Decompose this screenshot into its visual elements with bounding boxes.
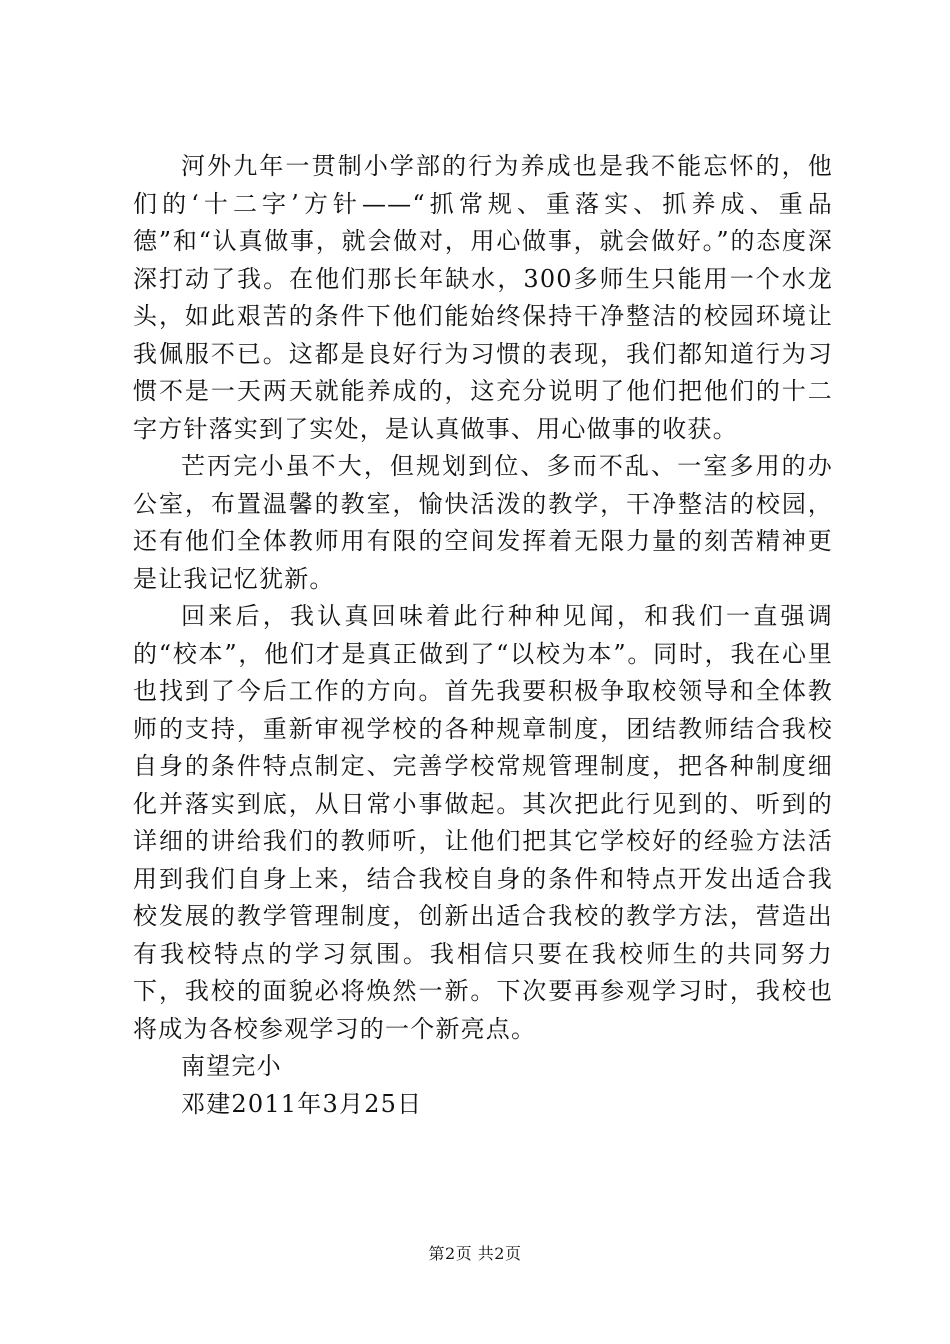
paragraph-mangbing-school: 芒丙完小虽不大，但规划到位、多而不乱、一室多用的办公室，布置温馨的教室，愉快活泼的教学，干净整洁的校园，还有他们全体教师用有限的空间发挥着无限力量的刻苦精神更是让我记忆犹新。 — [133, 452, 833, 593]
document-body — [133, 148, 833, 1123]
page-footer: 第2页 共2页 — [428, 1244, 522, 1263]
paragraph-reflection: 回来后，我认真回味着此行种种见闻，和我们一直强调的“校本”，他们才是真正做到了“以校为本”。同时，我在心里也找到了今后工作的方向。首先我要积极争取校领导和全体教师的支持，重新审视学校的各种规章制度，团结教师结合我校自身的条件特点制定、完善学校常规管理制度，把各种制度细化并落实到底，从日常小事做起。其次把此行见到的、听到的详细的讲给我们的教师听，让他们把其它学校好的经验方法活用到我们自身上来，结合我校自身的条件和特点开发出适合我校发展的教学管理制度，创新出适合我校的教学方法，营造出有我校特点的学习氛围。我相信只要在我校师生的共同努力下，我校的面貌必将焕然一新。下次要再参观学习时，我校也将成为各校参观学习的一个新亮点。 — [133, 602, 833, 1043]
signature-author-date: 邓建2011年3月25日 — [181, 1089, 423, 1118]
signature-school: 南望完小 — [181, 1052, 282, 1080]
paragraph-hewai-school: 河外九年一贯制小学部的行为养成也是我不能忘怀的，他们的‘十二字’方针——“抓常规、重落实、抓养成、重品德”和“认真做事，就会做对，用心做事，就会做好。”的态度深深打动了我。在他们那长年缺水，300多师生只能用一个水龙头，如此艰苦的条件下他们能始终保持干净整洁的校园环境让我佩服不已。这都是良好行为习惯的表现，我们都知道行为习惯不是一天两天就能养成的，这充分说明了他们把他们的十二字方针落实到了实处，是认真做事、用心做事的收获。 — [133, 152, 833, 443]
